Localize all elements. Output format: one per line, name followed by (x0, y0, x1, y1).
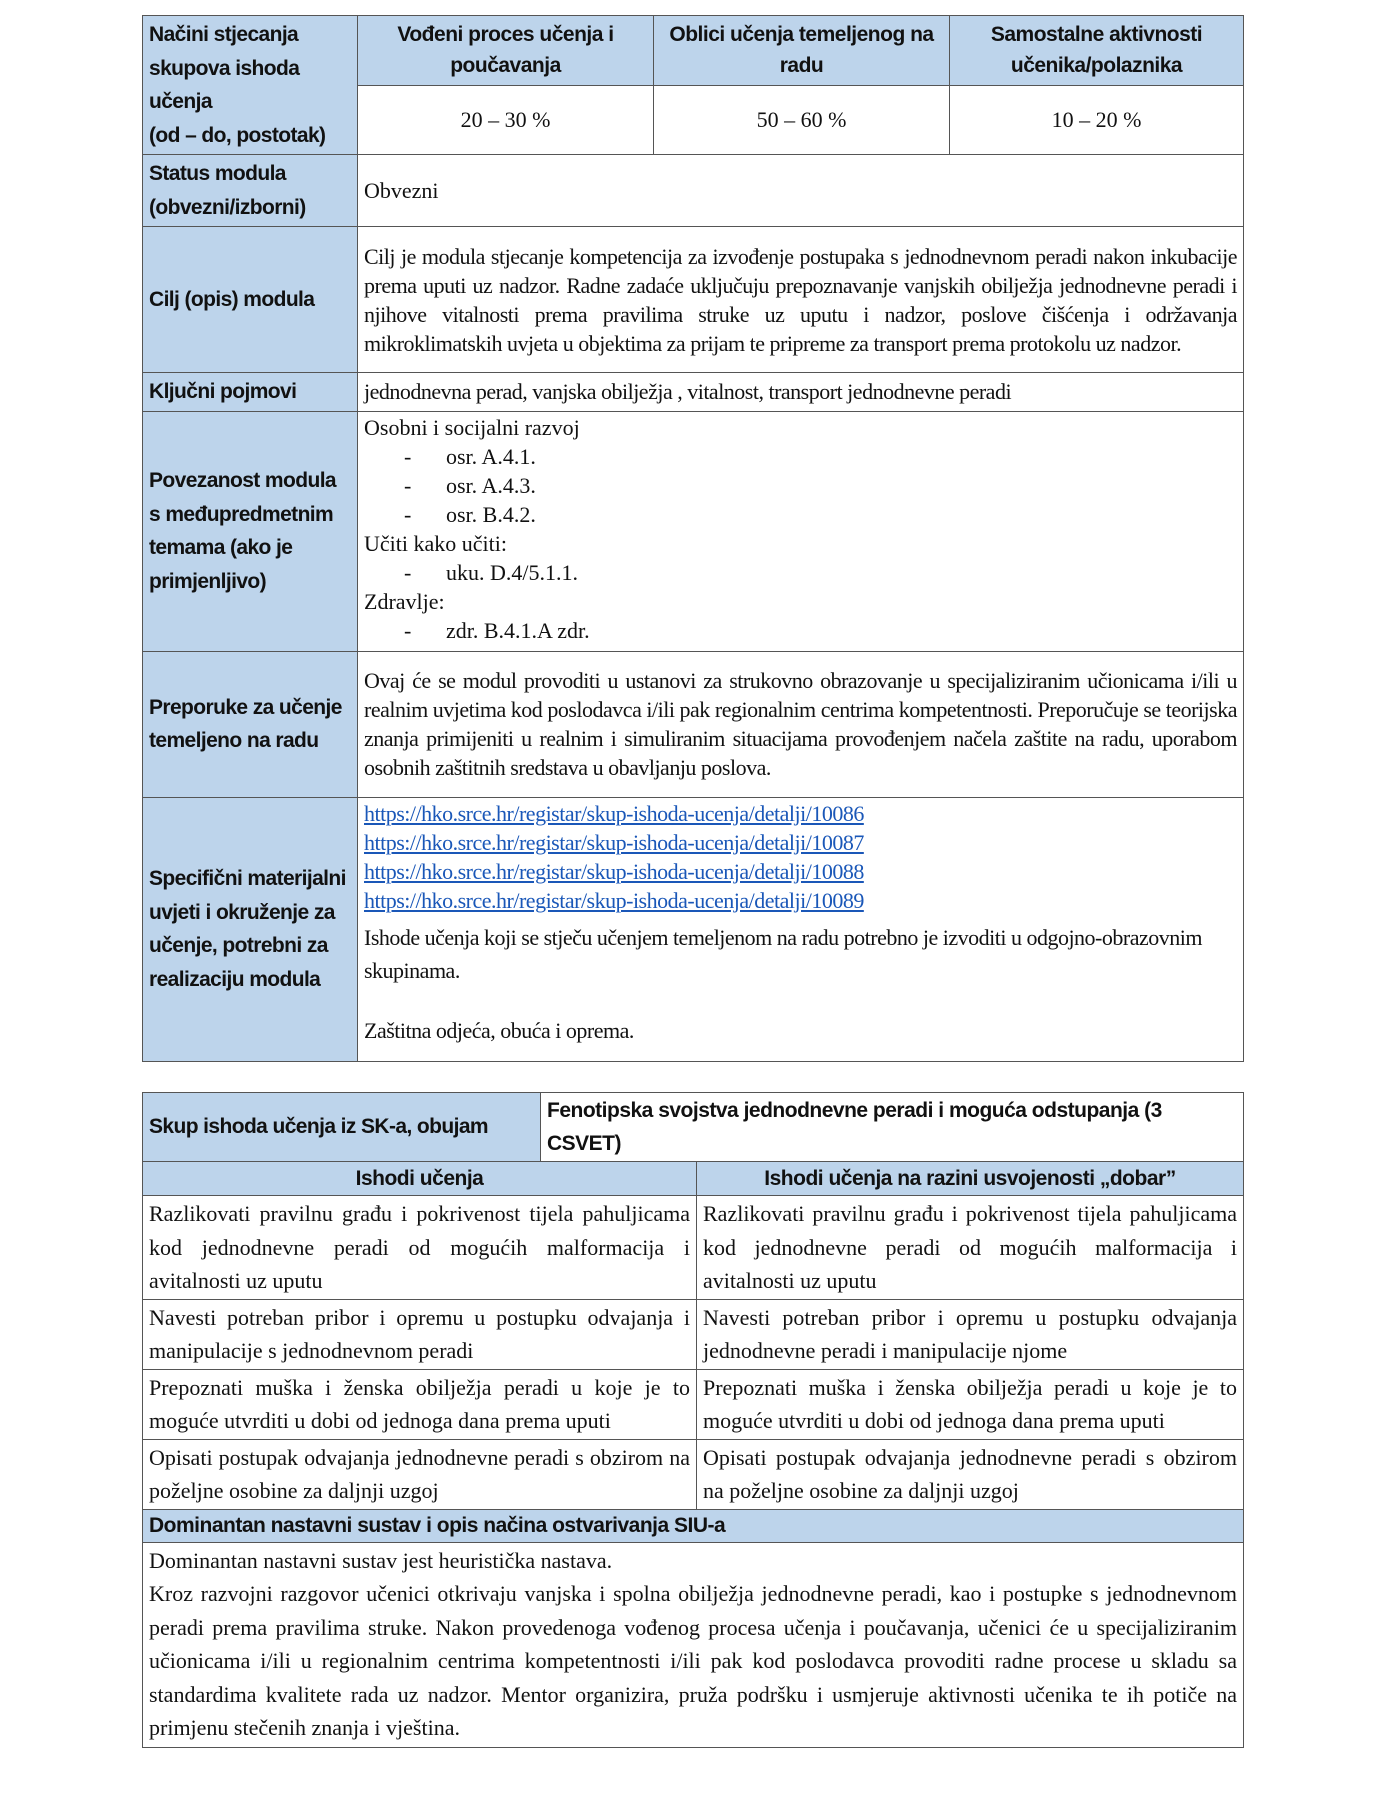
status-label: Status modula (obvezni/izborni) (143, 155, 358, 227)
acquisition-label-line: skupova ishoda (149, 56, 300, 80)
acquisition-label-line: učenja (149, 90, 212, 113)
outcome-cell: Navesti potreban pribor i opremu u postupku odvajanja i manipulacije s jednodnevnom peradi (143, 1299, 697, 1369)
cc-item (364, 616, 1237, 645)
hko-link-10089[interactable]: https://hko.srce.hr/registar/skup-ishoda-ucenja/detalji/10089 (364, 887, 864, 913)
outcome-good-cell: Prepoznati muška i ženska obilježja peradi u koje je to moguće utvrditi u dobi od jednoga dana prema uputi (697, 1369, 1244, 1439)
set-label: Skup ishoda učenja iz SK-a, obujam (143, 1093, 541, 1162)
outcome-cell: Prepoznati muška i ženska obilježja peradi u koje je to moguće utvrditi u dobi od jednoga dana prema uputi (143, 1369, 697, 1439)
cc-item-text: osr. A.4.1. (446, 443, 536, 469)
work-based-value: Ovaj će se modul provoditi u ustanovi za strukovno obrazovanje u specijaliziranim učionicama i/ili u realnim uvjetima kod poslodavca i/ili pak regionalnim centrima kompetentnosti. Preporučuje se teorijska znanja primijeniti u realnim i simuliranim situacijama provođenjem načela zaštite na radu, uporabom osobnih zaštitnih sredstava u obavljanju poslova. (358, 651, 1244, 797)
outcome-cell: Razlikovati pravilnu građu i pokrivenost tijela pahuljicama kod jednodnevne peradi od mogućih malformacija i avitalnosti uz uputu (143, 1196, 697, 1300)
teaching-body: Kroz razvojni razgovor učenici otkrivaju vanjska i spolna obilježja jednodnevne peradi, kao i postupke s jednodnevnom peradi prema pravilima struke. Nakon provedenoga vođenog procesa učenja i poučavanja, učenici će u specijaliziranim učionicama i/ili u regionalnim centrima kompetentnosti i/ili pak kod poslodavca provoditi radne procese u skladu sa standardima kvalitete rada uz nadzor. Mentor organizira, pruža podršku i usmjeruje aktivnosti učenika te ih potiče na primjenu stečenih znanja i vještina. (149, 1581, 1237, 1740)
header-guided-learning: Vođeni proces učenja i poučavanja (358, 16, 654, 86)
header-outcomes: Ishodi učenja (143, 1162, 697, 1196)
header-outcomes-good: Ishodi učenja na razini usvojenosti „dobar” (697, 1162, 1244, 1196)
outcomes-table (142, 1092, 1244, 1748)
set-title: Fenotipska svojstva jednodnevne peradi i moguća odstupanja (3 CSVET) (541, 1093, 1244, 1162)
material-equipment: Zaštitna odjeća, obuća i oprema. (364, 1017, 634, 1043)
cc-group-title: Učiti kako učiti: (364, 530, 507, 556)
header-independent-activities: Samostalne aktivnosti učenika/polaznika (950, 16, 1244, 86)
module-info-table (142, 15, 1244, 1062)
cc-group-title: Zdravlje: (364, 588, 445, 614)
teaching-header: Dominantan nastavni sustav i opis načina ostvarivanja SIU-a (143, 1509, 1244, 1542)
outcome-good-cell: Razlikovati pravilnu građu i pokrivenost tijela pahuljicama kod jednodnevne peradi od mogućih malformacija i avitalnosti uz uputu (697, 1196, 1244, 1300)
outcome-good-cell: Navesti potreban pribor i opremu u postupku odvajanja jednodnevne peradi i manipulacije njome (697, 1299, 1244, 1369)
cc-item (364, 442, 1237, 471)
dash-bullet: - (404, 443, 412, 469)
acquisition-label-line: Načini stjecanja (149, 23, 299, 46)
acquisition-label (143, 16, 358, 155)
value-independent-activities: 10 – 20 % (950, 85, 1244, 155)
spacer (364, 987, 1237, 1016)
cc-item-text: osr. B.4.2. (446, 501, 536, 527)
cc-item (364, 558, 1237, 587)
material-label: Specifični materijalni uvjeti i okruženje za učenje, potrebni za realizaciju modula (143, 797, 358, 1061)
value-guided-learning: 20 – 30 % (358, 85, 654, 155)
keywords-value: jednodnevna perad, vanjska obilježja , vitalnost, transport jednodnevne peradi (358, 373, 1244, 412)
cc-group-title: Osobni i socijalni razvoj (364, 414, 580, 440)
hko-link-10087[interactable]: https://hko.srce.hr/registar/skup-ishoda-ucenja/detalji/10087 (364, 829, 864, 855)
goal-value: Cilj je modula stjecanje kompetencija za izvođenje postupaka s jednodnevnom peradi nakon inkubacije prema uputi uz nadzor. Radne zadaće uključuju prepoznavanje vanjskih obilježja jednodnevne peradi i njihove vitalnosti prema pravilima struke uz uputu i nadzor, poslove čišćenja i održavanja mikroklimatskih uvjeta u objektima za prijam te pripreme za transport prema protokolu uz nadzor. (358, 227, 1244, 373)
keywords-label: Ključni pojmovi (143, 373, 358, 412)
hko-link-10088[interactable]: https://hko.srce.hr/registar/skup-ishoda-ucenja/detalji/10088 (364, 858, 864, 884)
cross-curricular-label: Povezanost modula s međupredmetnim temama (ako je primjenljivo) (143, 411, 358, 651)
status-value: Obvezni (358, 155, 1244, 227)
teaching-lead: Dominantan nastavni sustav jest heuristička nastava. (149, 1547, 613, 1573)
dash-bullet: - (404, 559, 412, 585)
hko-link-10086[interactable]: https://hko.srce.hr/registar/skup-ishoda-ucenja/detalji/10086 (364, 800, 864, 826)
acquisition-label-line: (od – do, postotak) (149, 123, 326, 147)
cross-curricular-value (358, 411, 1244, 651)
cc-item (364, 500, 1237, 529)
outcome-good-cell: Opisati postupak odvajanja jednodnevne peradi s obzirom na poželjne osobine za daljnji uzgoj (697, 1439, 1244, 1509)
cc-item-text: zdr. B.4.1.A zdr. (446, 617, 590, 643)
header-work-based-learning: Oblici učenja temeljenog na radu (654, 16, 950, 86)
dash-bullet: - (404, 472, 412, 498)
teaching-description (143, 1542, 1244, 1747)
outcome-cell: Opisati postupak odvajanja jednodnevne peradi s obzirom na poželjne osobine za daljnji uzgoj (143, 1439, 697, 1509)
cc-item (364, 471, 1237, 500)
goal-label: Cilj (opis) modula (143, 227, 358, 373)
cc-item-text: uku. D.4/5.1.1. (446, 559, 578, 585)
dash-bullet: - (404, 501, 412, 527)
dash-bullet: - (404, 617, 412, 643)
work-based-label: Preporuke za učenje temeljeno na radu (143, 651, 358, 797)
material-value (358, 797, 1244, 1061)
value-work-based-learning: 50 – 60 % (654, 85, 950, 155)
material-note: Ishode učenja koji se stječu učenjem temeljenom na radu potrebno je izvoditi u odgojno-obrazovnim skupinama. (364, 924, 1202, 983)
cc-item-text: osr. A.4.3. (446, 472, 536, 498)
